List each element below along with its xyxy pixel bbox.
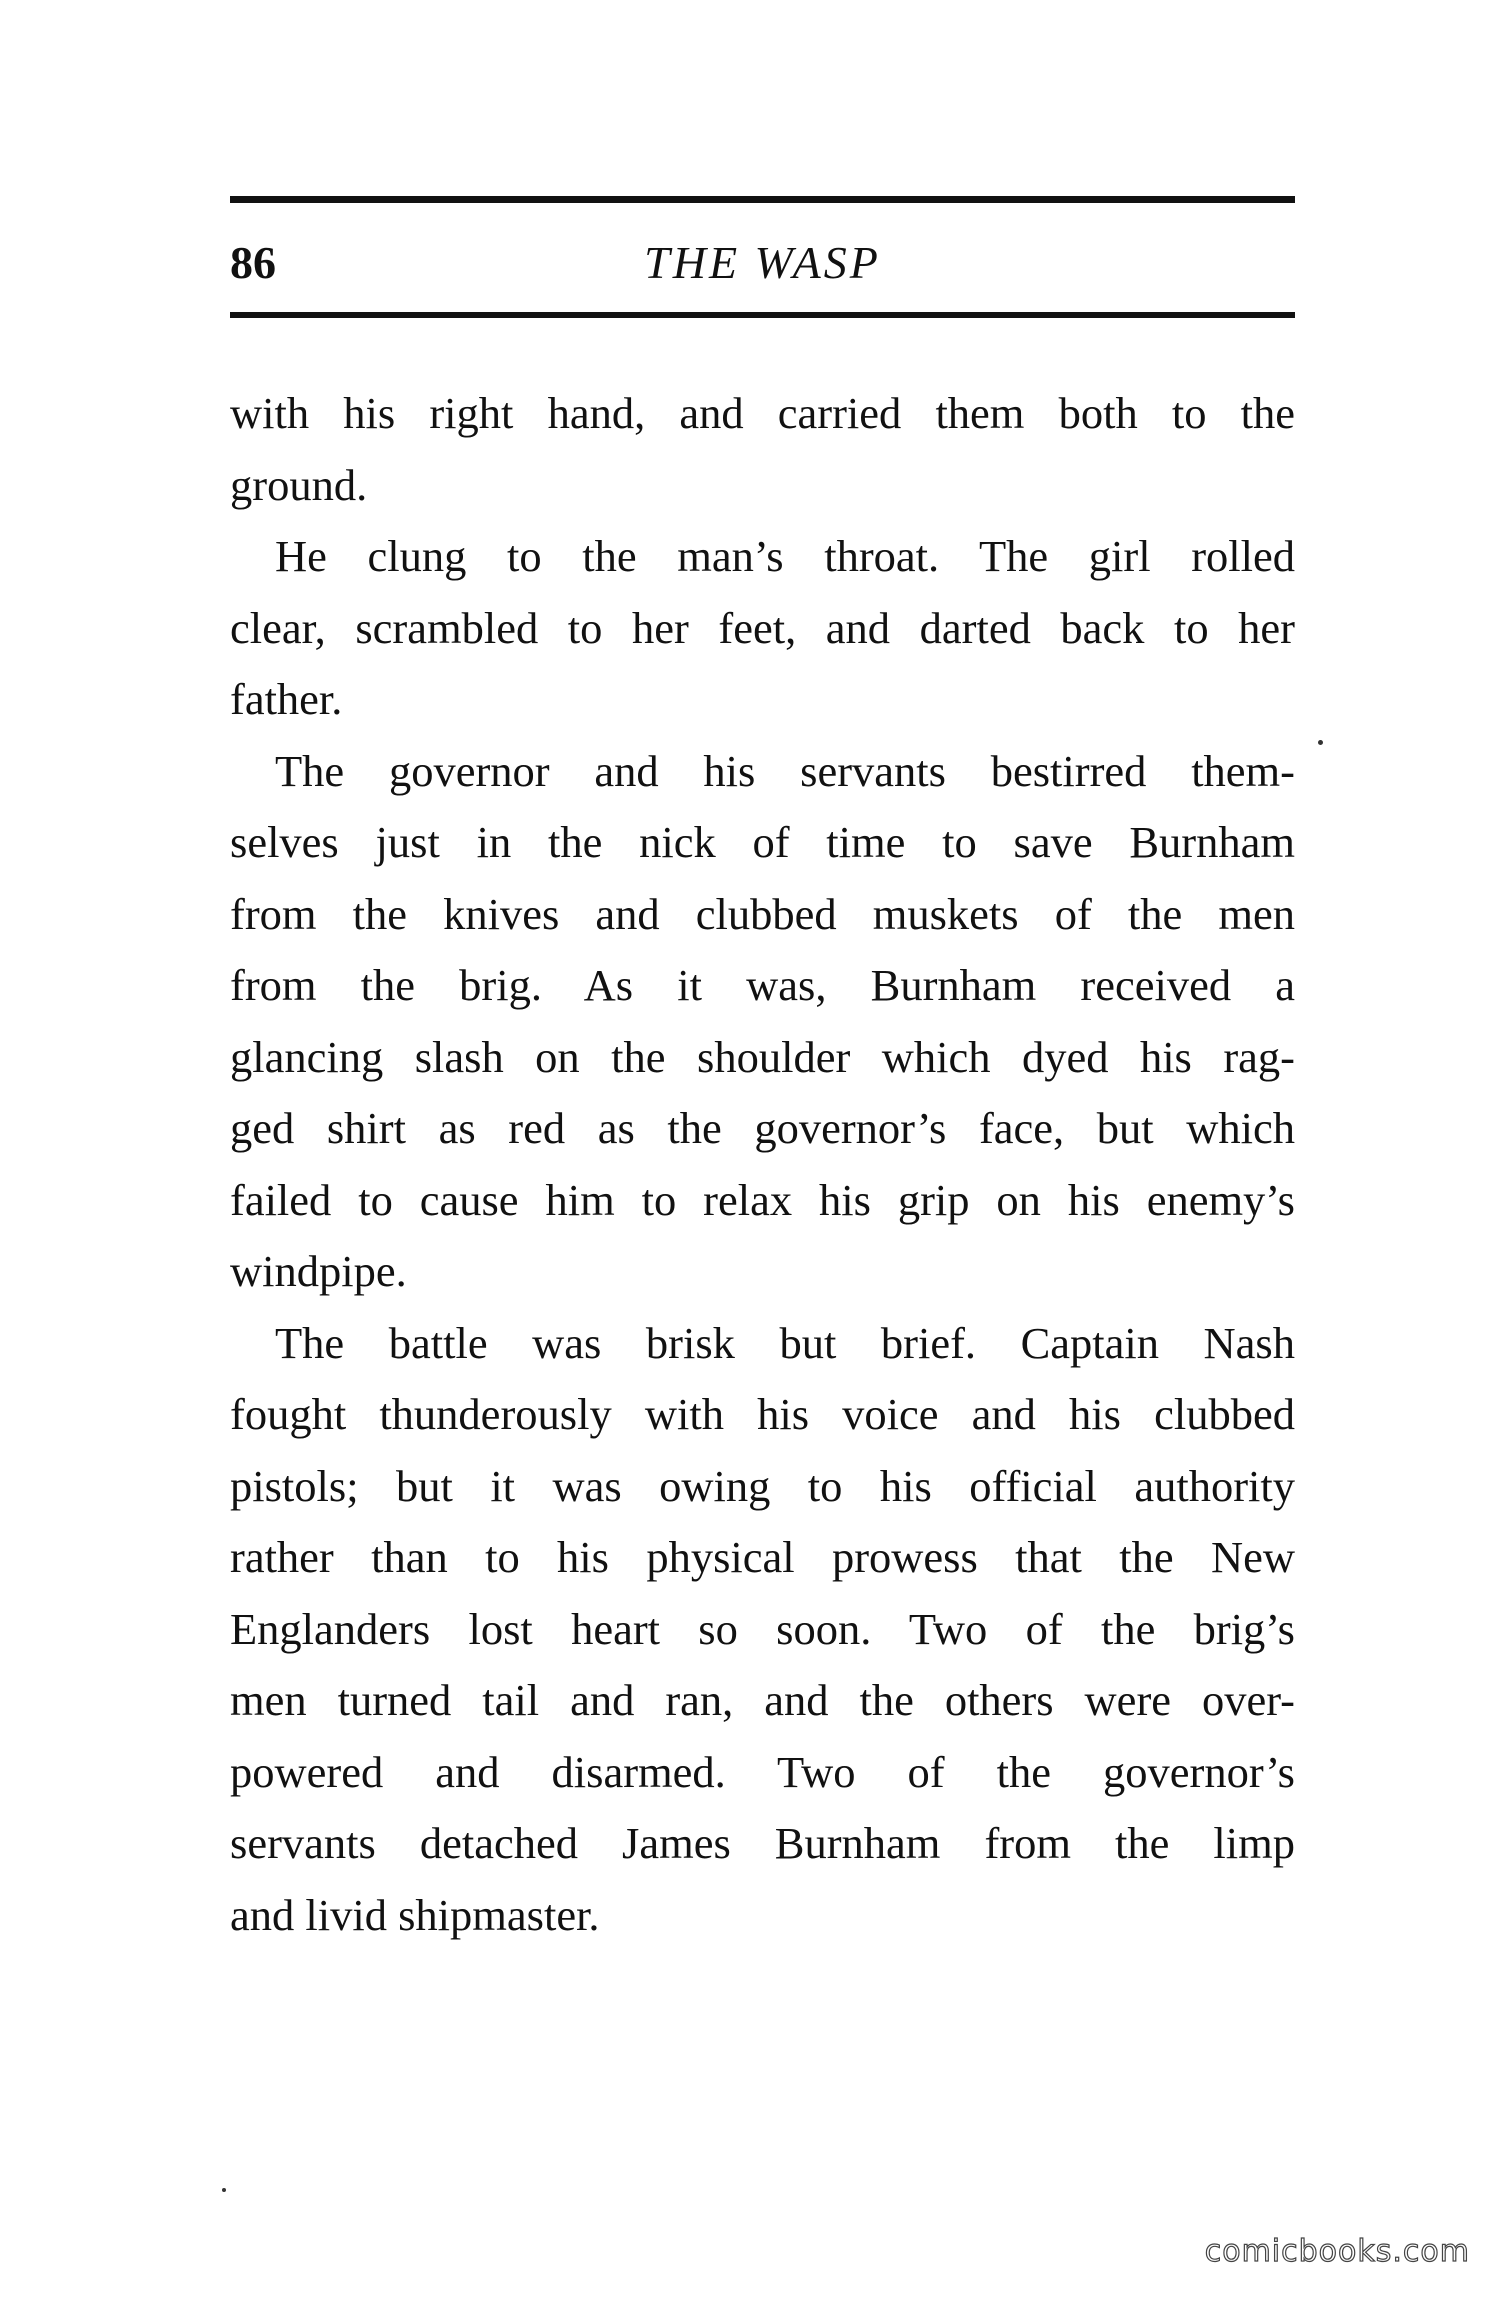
running-header	[230, 228, 1295, 298]
text-line: pistols; but it was owing to his official authority	[230, 1460, 1295, 1511]
text-line: failed to cause him to relax his grip on his enemy’s	[230, 1174, 1295, 1225]
header-bottom-rule	[230, 312, 1295, 318]
text-line: servants detached James Burnham from the limp	[230, 1818, 1295, 1868]
text-line: with his right hand, and carried them both to the	[230, 388, 1295, 438]
scan-speck	[1318, 740, 1323, 745]
text-line: powered and disarmed. Two of the governor’s	[230, 1746, 1295, 1797]
text-line: fought thunderously with his voice and his clubbed	[230, 1389, 1295, 1439]
watermark: comicbooks.com	[1204, 2234, 1470, 2269]
paragraph	[230, 736, 1295, 1308]
body-text	[230, 378, 1295, 1951]
text-line: glancing slash on the shoulder which dyed his rag-	[230, 1031, 1295, 1082]
text-line: from the brig. As it was, Burnham received a	[230, 960, 1295, 1010]
header-top-rule	[230, 196, 1295, 203]
text-line: from the knives and clubbed muskets of the men	[230, 888, 1295, 939]
text-line: The governor and his servants bestirred them-	[275, 745, 1295, 796]
paragraph	[230, 378, 1295, 521]
text-line: He clung to the man’s throat. The girl rolled	[275, 531, 1295, 581]
text-line: and livid shipmaster.	[230, 1889, 600, 1940]
text-line: rather than to his physical prowess that the New	[230, 1532, 1295, 1582]
paragraph	[230, 521, 1295, 736]
text-line: ground.	[230, 459, 368, 510]
text-line: The battle was brisk but brief. Captain Nash	[275, 1317, 1295, 1368]
page-number: 86	[230, 237, 276, 288]
text-line: clear, scrambled to her feet, and darted back to her	[230, 602, 1295, 653]
running-title: THE WASP	[644, 237, 881, 288]
text-line: men turned tail and ran, and the others were over-	[230, 1675, 1295, 1725]
text-line: selves just in the nick of time to save Burnham	[230, 817, 1295, 867]
paragraph	[230, 1308, 1295, 1952]
text-line: ged shirt as red as the governor’s face, but which	[230, 1103, 1295, 1153]
text-line: Englanders lost heart so soon. Two of the brig’s	[230, 1603, 1295, 1654]
text-line: father.	[230, 674, 343, 724]
scan-speck	[222, 2188, 226, 2192]
text-line: windpipe.	[230, 1246, 407, 1296]
